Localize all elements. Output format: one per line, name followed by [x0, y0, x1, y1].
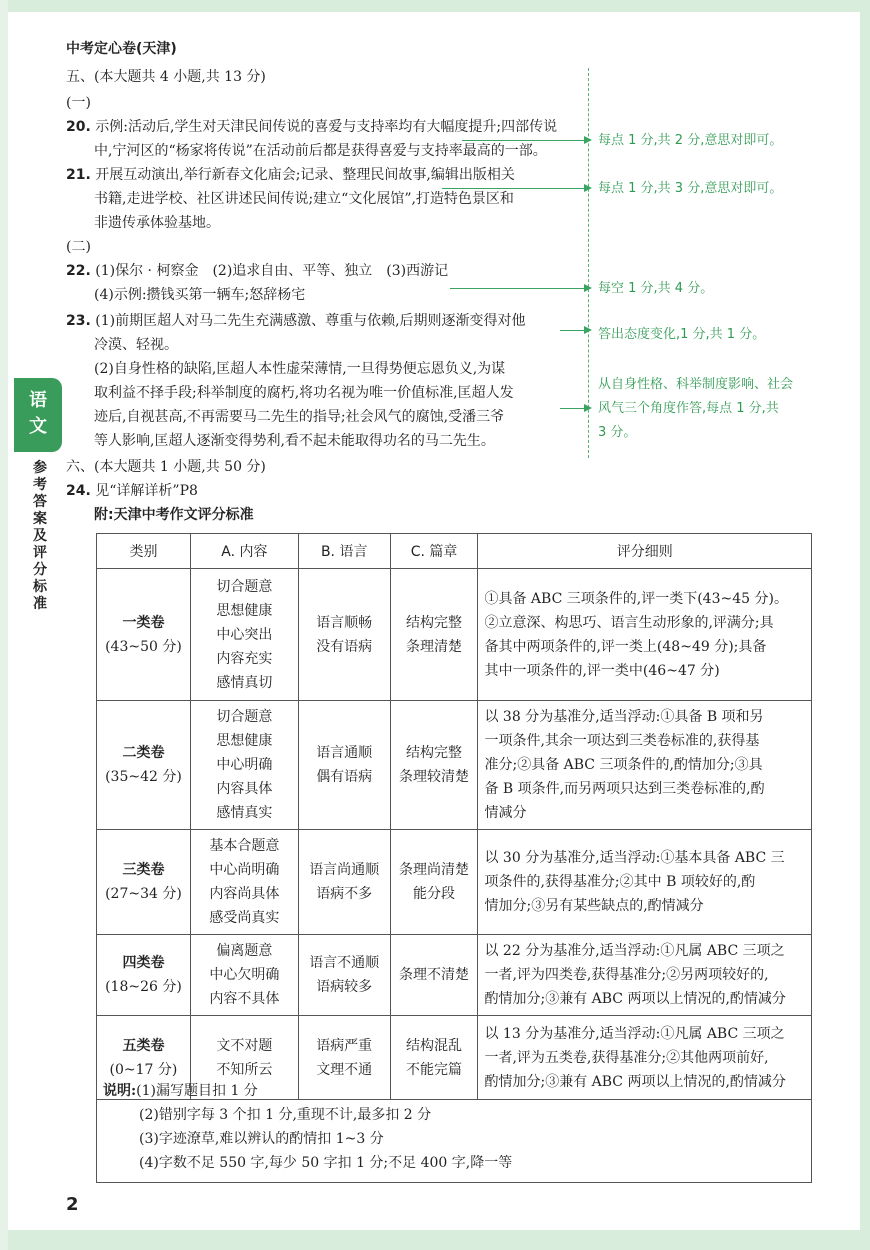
c-line: 条理较清楚: [399, 769, 470, 785]
side-label: [31, 460, 49, 613]
q24-line: [66, 480, 198, 502]
b-line: 语言通顺: [316, 745, 373, 761]
q21-line-3: 非遗传承体验基地。: [94, 215, 220, 231]
cell-b: [298, 569, 390, 701]
detail-line: 以 13 分为基准分,适当浮动:①凡属 ABC 三项之: [484, 1025, 785, 1042]
page-frame-right: [860, 0, 870, 1250]
cat-line: (35~42 分): [105, 769, 182, 785]
detail-line: 以 38 分为基准分,适当浮动:①具备 B 项和另: [484, 709, 764, 725]
a-line: 感受尚真实: [209, 910, 280, 926]
part1-heading: (一): [66, 95, 91, 111]
cat-line: 一类卷: [122, 614, 165, 631]
q23-number: 23.: [66, 313, 91, 329]
q23-line-1: [66, 310, 526, 332]
q21-line-1: [66, 164, 515, 186]
q20-line-2: 中,宁河区的“杨家将传说”在活动前后都是获得喜爱与支持率最高的一部。: [94, 143, 547, 159]
cell-detail: [478, 935, 812, 1016]
essay-scoring-table: [96, 533, 812, 1100]
side-label-char: 答: [33, 494, 47, 510]
detail-line: 以 30 分为基准分,适当浮动:①基本具备 ABC 三: [484, 850, 785, 866]
header-language: B. 语言: [298, 534, 390, 569]
page-frame-top: [0, 0, 870, 12]
note-arrow-1: [462, 140, 590, 141]
explanation-item-3: (3)字迹潦草,难以辨认的酌情扣 1~3 分: [139, 1131, 384, 1147]
b-line: 偶有语病: [316, 769, 373, 785]
q21-text-1: 开展互动演出,举行新春文化庙会;记录、整理民间故事,编辑出版相关: [95, 167, 515, 183]
score-note-q23-1: 答出态度变化,1 分,共 1 分。: [598, 327, 766, 342]
q23-line-3: (2)自身性格的缺陷,匡超人本性虚荣薄情,一旦得势便忘恩负义,为谋: [94, 361, 506, 377]
page-number: 2: [66, 1194, 79, 1215]
page-frame-left: [0, 0, 8, 1250]
cell-a: [190, 569, 298, 701]
c-line: 条理尚清楚: [399, 862, 470, 878]
b-line: 文理不通: [316, 1061, 373, 1078]
q22-number: 22.: [66, 263, 91, 279]
detail-line: 酌情加分;③兼有 ABC 两项以上情况的,酌情减分: [484, 991, 786, 1007]
a-line: 切合题意: [216, 578, 273, 595]
part2-heading: (二): [66, 239, 91, 255]
detail-line: 情减分: [484, 805, 527, 821]
b-line: 语病严重: [316, 1037, 373, 1054]
header-structure: C. 篇章: [390, 534, 478, 569]
a-line: 思想健康: [216, 733, 273, 749]
cat-line: (0~17 分): [109, 1061, 178, 1078]
q23-line-6: 等人影响,匡超人逐渐变得势利,看不起未能取得功名的马二先生。: [94, 433, 495, 449]
side-label-char: 分: [33, 562, 47, 578]
a-line: 中心明确: [216, 757, 273, 773]
cat-line: 四类卷: [122, 955, 165, 971]
cell-a: [190, 935, 298, 1016]
section5-heading: 五、(本大题共 4 小题,共 13 分): [66, 69, 266, 85]
cat-line: 三类卷: [122, 862, 165, 878]
b-line: 语病较多: [316, 979, 373, 995]
cell-a: [190, 701, 298, 830]
section6-heading: 六、(本大题共 1 小题,共 50 分): [66, 459, 266, 475]
note-arrow-4: [560, 330, 590, 331]
explanation-item-2: (2)错别字每 3 个扣 1 分,重现不计,最多扣 2 分: [139, 1107, 432, 1123]
appendix-title: 附:天津中考作文评分标准: [94, 507, 254, 523]
a-line: 切合题意: [216, 709, 273, 725]
a-line: 思想健康: [216, 602, 273, 619]
detail-line: ①具备 ABC 三项条件的,评一类下(43~45 分)。: [484, 590, 788, 607]
detail-line: 情加分;③另有某些缺点的,酌情减分: [484, 898, 704, 914]
detail-line: 一者,评为四类卷,获得基准分;②另两项较好的,: [484, 967, 769, 983]
detail-line: 备其中两项条件的,评一类上(48~49 分);具备: [484, 638, 767, 655]
b-line: 语病不多: [316, 886, 373, 902]
cat-line: (18~26 分): [105, 979, 182, 995]
detail-line: 其中一项条件的,评一类中(46~47 分): [484, 662, 720, 679]
note-arrow-3: [450, 288, 590, 289]
note-arrow-5: [560, 408, 590, 409]
cat-line: (43~50 分): [105, 638, 182, 655]
score-note-q21: 每点 1 分,共 3 分,意思对即可。: [598, 181, 783, 196]
c-line: 不能完篇: [406, 1061, 463, 1078]
cell-cat: [97, 830, 191, 935]
side-label-char: 考: [33, 477, 47, 493]
note-arrow-2: [442, 188, 590, 189]
a-line: 内容充实: [216, 650, 273, 667]
cell-b: [298, 830, 390, 935]
a-line: 不知所云: [216, 1061, 273, 1078]
q21-number: 21.: [66, 167, 91, 183]
q22-line-2: (4)示例:攒钱买第一辆车;怒辞杨宅: [94, 287, 306, 303]
cell-detail: [478, 701, 812, 830]
a-line: 感情真切: [216, 674, 273, 691]
cell-c: [390, 830, 478, 935]
score-note-q23-2-line3: 3 分。: [598, 425, 637, 440]
c-line: 结构混乱: [406, 1037, 463, 1054]
a-line: 内容尚具体: [209, 886, 280, 902]
table-row: [97, 830, 812, 935]
explanation-line-1: [103, 1079, 805, 1103]
side-label-char: 标: [33, 579, 47, 595]
a-line: 感情真实: [216, 805, 273, 821]
q21-line-2: 书籍,走进学校、社区讲述民间传说;建立“文化展馆”,打造特色景区和: [94, 191, 514, 207]
b-line: 语言尚通顺: [309, 862, 380, 878]
cell-c: [390, 701, 478, 830]
cell-a: [190, 830, 298, 935]
page-frame-bottom: [0, 1230, 870, 1250]
side-label-char: 准: [33, 596, 47, 612]
q24-number: 24.: [66, 483, 91, 499]
detail-line: 以 22 分为基准分,适当浮动:①凡属 ABC 三项之: [484, 943, 785, 959]
a-line: 中心突出: [216, 626, 273, 643]
detail-line: 一者,评为五类卷,获得基准分;②其他两项前好,: [484, 1049, 769, 1066]
table-header-row: [97, 534, 812, 569]
b-line: 没有语病: [316, 638, 373, 655]
b-line: 语言不通顺: [309, 955, 380, 971]
detail-line: 酌情加分;③兼有 ABC 两项以上情况的,酌情减分: [484, 1073, 786, 1090]
side-label-char: 及: [33, 528, 47, 544]
explanation-label: 说明:: [103, 1083, 137, 1099]
a-line: 文不对题: [216, 1037, 273, 1054]
c-line: 结构完整: [406, 614, 463, 631]
q22-line-1: [66, 260, 448, 282]
header-category: 类别: [97, 534, 191, 569]
detail-line: 项条件的,获得基准分;②其中 B 项较好的,酌: [484, 874, 756, 890]
explanation-item-4: (4)字数不足 550 字,每少 50 字扣 1 分;不足 400 字,降一等: [139, 1155, 513, 1171]
cell-detail: [478, 830, 812, 935]
cat-line: (27~34 分): [105, 886, 182, 902]
detail-line: ②立意深、构思巧、语言生动形象的,评满分;具: [484, 614, 774, 631]
side-label-char: 评: [33, 545, 47, 561]
q24-text: 见“详解详析”P8: [95, 483, 198, 499]
detail-line: 准分;②具备 ABC 三项条件的,酌情加分;③具: [484, 757, 763, 773]
detail-line: 备 B 项条件,而另两项只达到三类卷标准的,酌: [484, 781, 765, 797]
detail-line: 一项条件,其余一项达到三类卷标准的,获得基: [484, 733, 760, 749]
cell-b: [298, 935, 390, 1016]
table-row: [97, 569, 812, 701]
q22-text-1: (1)保尔 · 柯察金 (2)追求自由、平等、独立 (3)西游记: [95, 263, 449, 279]
cell-cat: [97, 701, 191, 830]
cat-line: 五类卷: [122, 1037, 165, 1054]
a-line: 中心尚明确: [209, 862, 280, 878]
a-line: 内容具体: [216, 781, 273, 797]
explanation-box: [96, 1077, 812, 1183]
subject-tab-char-2: 文: [29, 416, 47, 437]
cell-detail: [478, 569, 812, 701]
a-line: 内容不具体: [209, 991, 280, 1007]
q20-number: 20.: [66, 119, 91, 135]
margin-divider: [588, 68, 589, 458]
a-line: 中心欠明确: [209, 967, 280, 983]
score-note-q20: 每点 1 分,共 2 分,意思对即可。: [598, 133, 783, 148]
side-label-char: 参: [33, 460, 47, 476]
q23-line-2: 冷漠、轻视。: [94, 337, 178, 353]
q23-line-4: 取利益不择手段;科举制度的腐朽,将功名视为唯一价值标准,匡超人发: [94, 385, 514, 401]
score-note-q23-2-line1: 从自身性格、科举制度影响、社会: [598, 377, 794, 392]
header-content: A. 内容: [190, 534, 298, 569]
c-line: 结构完整: [406, 745, 463, 761]
subject-tab-char-1: 语: [29, 390, 47, 411]
table-row: [97, 935, 812, 1016]
cell-cat: [97, 935, 191, 1016]
q20-text-1: 示例:活动后,学生对天津民间传说的喜爱与支持率均有大幅度提升;四部传说: [95, 119, 558, 135]
a-line: 偏离题意: [216, 943, 273, 959]
q23-text-1: (1)前期匡超人对马二先生充满感激、尊重与依赖,后期则逐渐变得对他: [95, 313, 526, 329]
page-header: 中考定心卷(天津): [66, 41, 177, 57]
cell-b: [298, 701, 390, 830]
c-line: 能分段: [413, 886, 456, 902]
subject-tab: [14, 378, 62, 452]
q20-line-1: [66, 116, 557, 138]
cell-c: [390, 935, 478, 1016]
cell-c: [390, 569, 478, 701]
b-line: 语言顺畅: [316, 614, 373, 631]
explanation-item-1: (1)漏写题目扣 1 分: [136, 1083, 258, 1099]
cat-line: 二类卷: [122, 745, 165, 761]
q23-line-5: 迹后,自视甚高,不再需要马二先生的指导;社会风气的腐蚀,受潘三爷: [94, 409, 505, 425]
c-line: 条理清楚: [406, 638, 463, 655]
score-note-q22: 每空 1 分,共 4 分。: [598, 281, 714, 296]
c-line: 条理不清楚: [399, 967, 470, 983]
score-note-q23-2-line2: 风气三个角度作答,每点 1 分,共: [598, 401, 779, 416]
table-row: [97, 701, 812, 830]
cell-cat: [97, 569, 191, 701]
header-detail: 评分细则: [478, 534, 812, 569]
side-label-char: 案: [33, 511, 47, 527]
a-line: 基本合题意: [209, 838, 280, 854]
